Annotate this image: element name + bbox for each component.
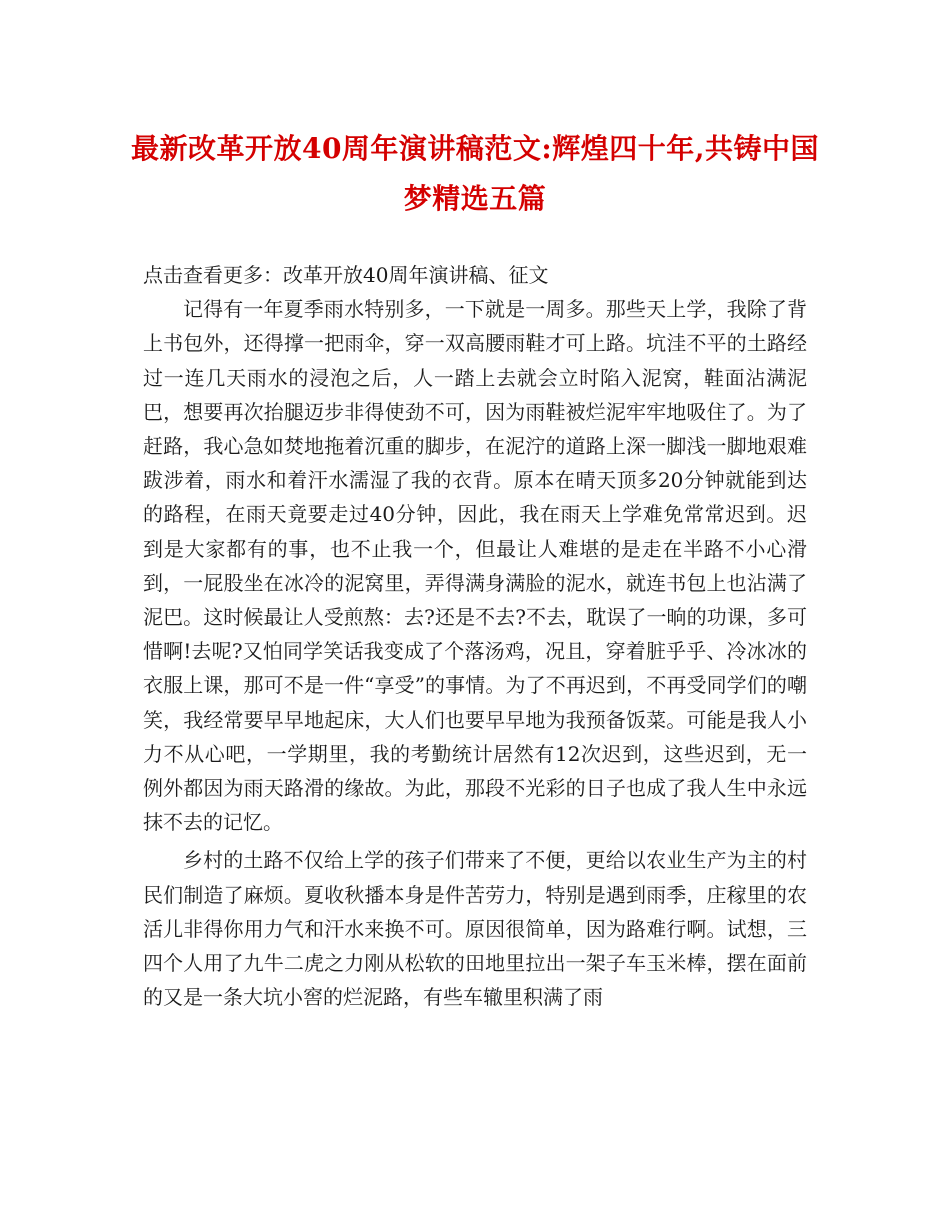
document-title: 最新改革开放40周年演讲稿范文:辉煌四十年,共铸中国梦精选五篇 <box>130 132 820 215</box>
paragraph-1: 记得有一年夏季雨水特别多，一下就是一周多。那些天上学，我除了背上书包外，还得撑一把雨伞，穿一双高腰雨鞋才可上路。坑洼不平的土路经过一连几天雨水的浸泡之后，人一踏上去就会立时陷入泥窝，鞋面沾满泥巴，想要再次抬腿迈步非得使劲不可，因为雨鞋被烂泥牢牢地吸住了。为了赶路，我心急如焚地拖着沉重的脚步，在泥泞的道路上深一脚浅一脚地艰难跋涉着，雨水和着汗水濡湿了我的衣背。原本在晴天顶多20分钟就能到达的路程，在雨天竟要走过40分钟，因此，我在雨天上学难免常常迟到。迟到是大家都有的事，也不止我一个，但最让人难堪的是走在半路不小心滑到，一屁股坐在冰冷的泥窝里，弄得满身满脸的泥水，就连书包上也沾满了泥巴。这时候最让人受煎熬：去?还是不去?不去，耽误了一晌的功课，多可惜啊!去呢?又怕同学笑话我变成了个落汤鸡，况且，穿着脏乎乎、冷冰冰的衣服上课，那可不是一件“享受”的事情。为了不再迟到，不再受同学们的嘲笑，我经常要早早地起床，大人们也要早早地为我预备饭菜。可能是我人小力不从心吧，一学期里，我的考勤统计居然有12次迟到，这些迟到，无一例外都因为雨天路滑的缘故。为此，那段不光彩的日子也成了我人生中永远抹不去的记忆。 <box>143 297 807 835</box>
paragraph-2: 乡村的土路不仅给上学的孩子们带来了不便，更给以农业生产为主的村民们制造了麻烦。夏收秋播本身是件苦劳力，特别是遇到雨季，庄稼里的农活儿非得你用力气和汗水来换不可。原因很简单，因为路难行啊。试想，三四个人用了九牛二虎之力刚从松软的田地里拉出一架子车玉米棒，摆在面前的又是一条大坑小窖的烂泥路，有些车辙里积满了雨 <box>143 848 807 1010</box>
see-more-line: 点击查看更多：改革开放40周年演讲稿、征文 <box>143 263 549 287</box>
document-body <box>143 258 807 1014</box>
